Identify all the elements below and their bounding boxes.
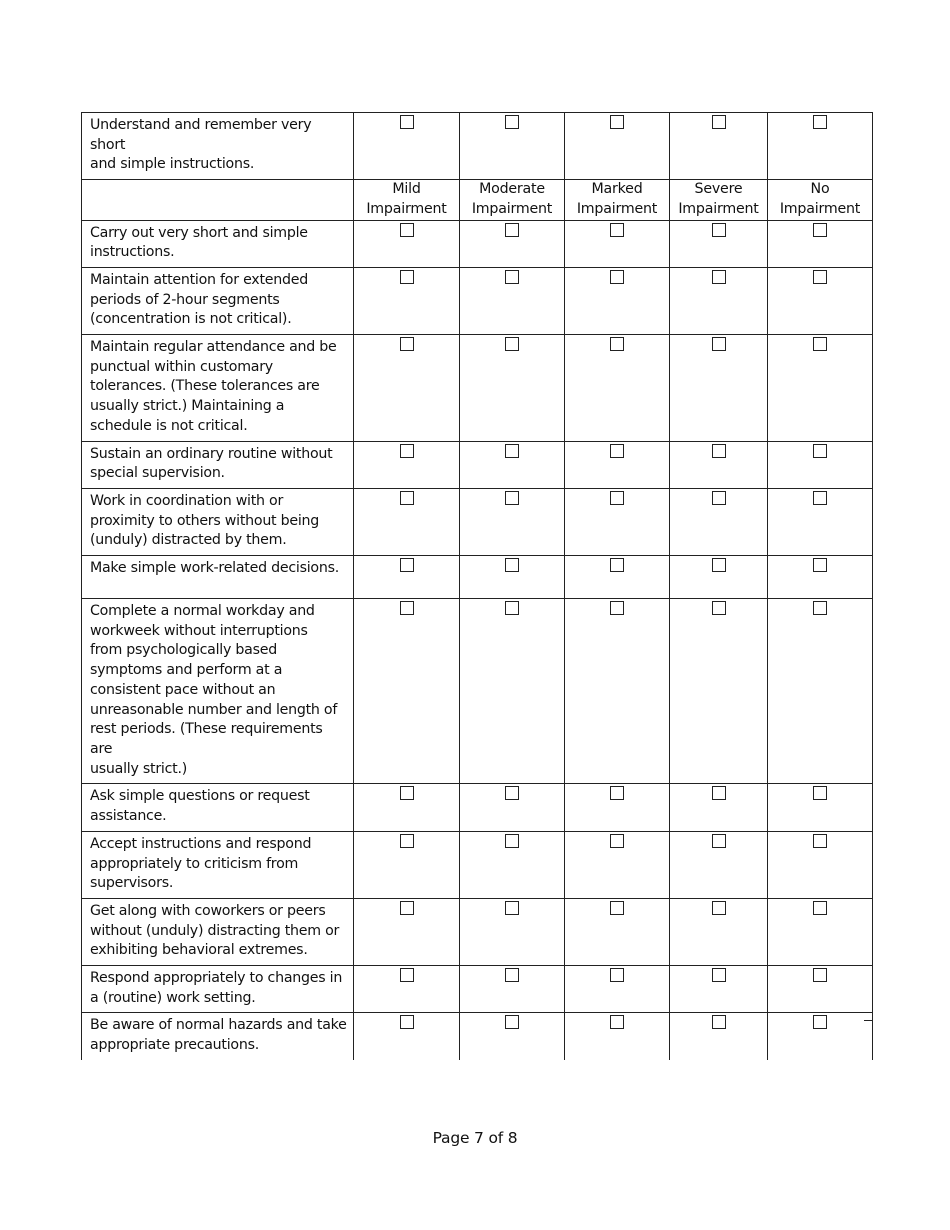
item-description-line: Maintain regular attendance and be <box>90 339 337 356</box>
checkbox-no-impairment[interactable] <box>813 337 827 351</box>
item-description-line: a (routine) work setting. <box>90 989 256 1006</box>
table-edge-tick <box>81 1018 82 1022</box>
rating-cell-mild <box>354 831 460 898</box>
checkbox-marked[interactable] <box>610 270 624 284</box>
table-edge-tick <box>872 1013 873 1021</box>
item-description-line: usually strict.) <box>90 760 187 777</box>
rating-cell-severe <box>670 267 768 334</box>
checkbox-moderate[interactable] <box>505 1015 519 1029</box>
rating-cell-no-impairment <box>768 599 873 784</box>
checkbox-severe[interactable] <box>712 1015 726 1029</box>
checkbox-marked[interactable] <box>610 444 624 458</box>
rating-cell-mild <box>354 898 460 965</box>
item-description-line: workweek without interruptions <box>90 622 308 639</box>
item-description-line: consistent pace without an <box>90 681 276 698</box>
header-blank-cell <box>82 180 354 220</box>
column-header-line: Impairment <box>576 200 658 217</box>
column-header-line: Moderate <box>479 181 545 198</box>
checkbox-moderate[interactable] <box>505 337 519 351</box>
checkbox-mild[interactable] <box>400 834 414 848</box>
table-row <box>82 267 873 334</box>
checkbox-severe[interactable] <box>712 558 726 572</box>
item-description-line: Make simple work-related decisions. <box>90 560 340 577</box>
checkbox-moderate[interactable] <box>505 444 519 458</box>
rating-cell-no-impairment <box>768 441 873 488</box>
checkbox-marked[interactable] <box>610 223 624 237</box>
checkbox-no-impairment[interactable] <box>813 1015 827 1029</box>
item-description-line: supervisors. <box>90 875 174 892</box>
checkbox-mild[interactable] <box>400 601 414 615</box>
checkbox-severe[interactable] <box>712 491 726 505</box>
rating-cell-no-impairment <box>768 267 873 334</box>
rating-cell-moderate <box>460 1013 565 1060</box>
checkbox-no-impairment[interactable] <box>813 786 827 800</box>
table-row <box>82 831 873 898</box>
checkbox-severe[interactable] <box>712 601 726 615</box>
item-description <box>82 599 354 784</box>
checkbox-marked[interactable] <box>610 1015 624 1029</box>
rating-cell-moderate <box>460 220 565 267</box>
rating-cell-moderate <box>460 784 565 831</box>
rating-cell-marked <box>565 488 670 555</box>
checkbox-mild[interactable] <box>400 223 414 237</box>
rating-cell-no-impairment <box>768 784 873 831</box>
rating-cell-mild <box>354 267 460 334</box>
rating-cell-severe <box>670 1013 768 1060</box>
item-description-line: appropriate precautions. <box>90 1037 260 1054</box>
rating-cell-moderate <box>460 898 565 965</box>
item-description-line: periods of 2-hour segments <box>90 291 280 308</box>
rating-cell-mild <box>354 966 460 1013</box>
checkbox-moderate[interactable] <box>505 601 519 615</box>
checkbox-severe[interactable] <box>712 337 726 351</box>
item-description-line: Respond appropriately to changes in <box>90 970 343 987</box>
item-description <box>82 1013 354 1060</box>
item-description-line: Accept instructions and respond <box>90 835 312 852</box>
checkbox-no-impairment[interactable] <box>813 115 827 129</box>
rating-cell-moderate <box>460 556 565 599</box>
rating-cell-severe <box>670 599 768 784</box>
checkbox-marked[interactable] <box>610 115 624 129</box>
rating-cell-moderate <box>460 441 565 488</box>
checkbox-mild[interactable] <box>400 270 414 284</box>
checkbox-severe[interactable] <box>712 444 726 458</box>
checkbox-no-impairment[interactable] <box>813 601 827 615</box>
rating-cell-moderate <box>460 267 565 334</box>
rating-cell-mild <box>354 220 460 267</box>
rating-cell-severe <box>670 898 768 965</box>
item-description-line: without (unduly) distracting them or <box>90 922 340 939</box>
rating-cell-mild <box>354 784 460 831</box>
column-header-no-impairment <box>768 180 873 220</box>
rating-cell-severe <box>670 966 768 1013</box>
rating-cell-severe <box>670 220 768 267</box>
checkbox-moderate[interactable] <box>505 834 519 848</box>
checkbox-mild[interactable] <box>400 444 414 458</box>
column-header-line: Mild <box>392 181 421 198</box>
item-description-line: from psychologically based <box>90 642 277 659</box>
item-description-line: Maintain attention for extended <box>90 271 308 288</box>
item-description <box>82 898 354 965</box>
checkbox-marked[interactable] <box>610 901 624 915</box>
rating-cell-mild <box>354 335 460 442</box>
column-header-row <box>82 180 873 220</box>
rating-cell-no-impairment <box>768 831 873 898</box>
checkbox-marked[interactable] <box>610 337 624 351</box>
item-description <box>82 441 354 488</box>
item-description-line: Get along with coworkers or peers <box>90 902 326 919</box>
rating-cell-no-impairment <box>768 966 873 1013</box>
item-description-line: Sustain an ordinary routine without <box>90 445 333 462</box>
table-row <box>82 488 873 555</box>
rating-cell-marked <box>565 784 670 831</box>
table-row <box>82 441 873 488</box>
checkbox-no-impairment[interactable] <box>813 901 827 915</box>
item-description-line: (unduly) distracted by them. <box>90 532 287 549</box>
column-header-moderate <box>460 180 565 220</box>
rating-cell-no-impairment <box>768 898 873 965</box>
rating-cell-marked <box>565 267 670 334</box>
item-description <box>82 113 354 180</box>
rating-cell-severe <box>670 556 768 599</box>
checkbox-marked[interactable] <box>610 601 624 615</box>
rating-cell-mild <box>354 599 460 784</box>
checkbox-severe[interactable] <box>712 901 726 915</box>
rating-cell-mild <box>354 488 460 555</box>
table-row <box>82 1013 873 1060</box>
item-description-line: schedule is not critical. <box>90 417 248 434</box>
table-row <box>82 335 873 442</box>
item-description-line: tolerances. (These tolerances are <box>90 378 320 395</box>
item-description-line: special supervision. <box>90 465 225 482</box>
item-description-line: punctual within customary <box>90 358 273 375</box>
checkbox-severe[interactable] <box>712 270 726 284</box>
column-header-line: Impairment <box>366 200 447 217</box>
table-row <box>82 599 873 784</box>
rating-cell-mild <box>354 113 460 180</box>
item-description-line: Complete a normal workday and <box>90 603 315 620</box>
column-header-line: No <box>810 181 830 198</box>
item-description-line: Understand and remember very short <box>90 117 312 153</box>
item-description <box>82 220 354 267</box>
checkbox-mild[interactable] <box>400 901 414 915</box>
rating-cell-mild <box>354 1013 460 1060</box>
item-description-line: symptoms and perform at a <box>90 662 283 679</box>
checkbox-no-impairment[interactable] <box>813 444 827 458</box>
item-description-line: (concentration is not critical). <box>90 311 292 328</box>
checkbox-severe[interactable] <box>712 834 726 848</box>
rating-cell-severe <box>670 831 768 898</box>
rating-cell-no-impairment <box>768 1013 873 1060</box>
table-row <box>82 784 873 831</box>
item-description-line: assistance. <box>90 808 167 825</box>
rating-cell-marked <box>565 1013 670 1060</box>
checkbox-severe[interactable] <box>712 223 726 237</box>
checkbox-moderate[interactable] <box>505 223 519 237</box>
item-description-line: Be aware of normal hazards and take <box>90 1017 347 1034</box>
checkbox-mild[interactable] <box>400 115 414 129</box>
item-description <box>82 784 354 831</box>
checkbox-moderate[interactable] <box>505 270 519 284</box>
checkbox-no-impairment[interactable] <box>813 968 827 982</box>
item-description-line: exhibiting behavioral extremes. <box>90 942 308 959</box>
checkbox-mild[interactable] <box>400 558 414 572</box>
rating-cell-marked <box>565 556 670 599</box>
rating-cell-mild <box>354 556 460 599</box>
item-description <box>82 556 354 599</box>
item-description-line: usually strict.) Maintaining a <box>90 398 285 415</box>
item-description <box>82 831 354 898</box>
rating-cell-moderate <box>460 488 565 555</box>
checkbox-no-impairment[interactable] <box>813 223 827 237</box>
table-row <box>82 556 873 599</box>
rating-cell-no-impairment <box>768 488 873 555</box>
table-row <box>82 220 873 267</box>
rating-cell-no-impairment <box>768 335 873 442</box>
table-row <box>82 113 873 180</box>
column-header-line: Impairment <box>678 200 759 217</box>
rating-cell-marked <box>565 831 670 898</box>
rating-cell-severe <box>670 441 768 488</box>
item-description-line: Carry out very short and simple <box>90 224 308 241</box>
column-header-marked <box>565 180 670 220</box>
checkbox-mild[interactable] <box>400 968 414 982</box>
checkbox-moderate[interactable] <box>505 491 519 505</box>
page-number: Page 7 of 8 <box>432 1129 518 1147</box>
checkbox-mild[interactable] <box>400 786 414 800</box>
item-description <box>82 488 354 555</box>
rating-cell-marked <box>565 966 670 1013</box>
checkbox-marked[interactable] <box>610 834 624 848</box>
rating-cell-severe <box>670 113 768 180</box>
rating-cell-marked <box>565 220 670 267</box>
column-header-line: Impairment <box>779 200 861 217</box>
checkbox-no-impairment[interactable] <box>813 834 827 848</box>
rating-cell-severe <box>670 488 768 555</box>
rating-cell-marked <box>565 599 670 784</box>
rating-cell-no-impairment <box>768 113 873 180</box>
rating-cell-mild <box>354 441 460 488</box>
item-description-line: rest periods. (These requirements are <box>90 721 323 757</box>
item-description-line: and simple instructions. <box>90 156 255 173</box>
checkbox-no-impairment[interactable] <box>813 270 827 284</box>
checkbox-marked[interactable] <box>610 786 624 800</box>
item-description-line: appropriately to criticism from <box>90 855 299 872</box>
checkbox-marked[interactable] <box>610 558 624 572</box>
checkbox-moderate[interactable] <box>505 901 519 915</box>
rating-cell-marked <box>565 113 670 180</box>
column-header-line: Impairment <box>471 200 553 217</box>
item-description <box>82 966 354 1013</box>
rating-cell-no-impairment <box>768 220 873 267</box>
column-header-line: Severe <box>694 181 743 198</box>
rating-cell-marked <box>565 898 670 965</box>
column-header-severe <box>670 180 768 220</box>
checkbox-mild[interactable] <box>400 337 414 351</box>
column-header-line: Marked <box>591 181 643 198</box>
item-description-line: unreasonable number and length of <box>90 701 338 718</box>
rating-cell-moderate <box>460 335 565 442</box>
rating-cell-marked <box>565 335 670 442</box>
rating-cell-moderate <box>460 113 565 180</box>
rating-cell-moderate <box>460 599 565 784</box>
rating-cell-severe <box>670 335 768 442</box>
checkbox-severe[interactable] <box>712 115 726 129</box>
checkbox-no-impairment[interactable] <box>813 558 827 572</box>
item-description <box>82 267 354 334</box>
impairment-rating-table <box>81 112 873 1060</box>
item-description <box>82 335 354 442</box>
checkbox-moderate[interactable] <box>505 115 519 129</box>
item-description-line: Ask simple questions or request <box>90 788 310 805</box>
checkbox-moderate[interactable] <box>505 558 519 572</box>
checkbox-moderate[interactable] <box>505 968 519 982</box>
rating-cell-no-impairment <box>768 556 873 599</box>
table-row <box>82 966 873 1013</box>
checkbox-severe[interactable] <box>712 786 726 800</box>
item-description-line: instructions. <box>90 244 175 261</box>
checkbox-mild[interactable] <box>400 491 414 505</box>
rating-cell-moderate <box>460 966 565 1013</box>
checkbox-severe[interactable] <box>712 968 726 982</box>
checkbox-no-impairment[interactable] <box>813 491 827 505</box>
column-header-mild <box>354 180 460 220</box>
item-description-line: proximity to others without being <box>90 512 320 529</box>
rating-cell-severe <box>670 784 768 831</box>
checkbox-mild[interactable] <box>400 1015 414 1029</box>
checkbox-marked[interactable] <box>610 491 624 505</box>
table-row <box>82 898 873 965</box>
checkbox-moderate[interactable] <box>505 786 519 800</box>
item-description-line: Work in coordination with or <box>90 492 284 509</box>
checkbox-marked[interactable] <box>610 968 624 982</box>
rating-cell-moderate <box>460 831 565 898</box>
rating-cell-marked <box>565 441 670 488</box>
